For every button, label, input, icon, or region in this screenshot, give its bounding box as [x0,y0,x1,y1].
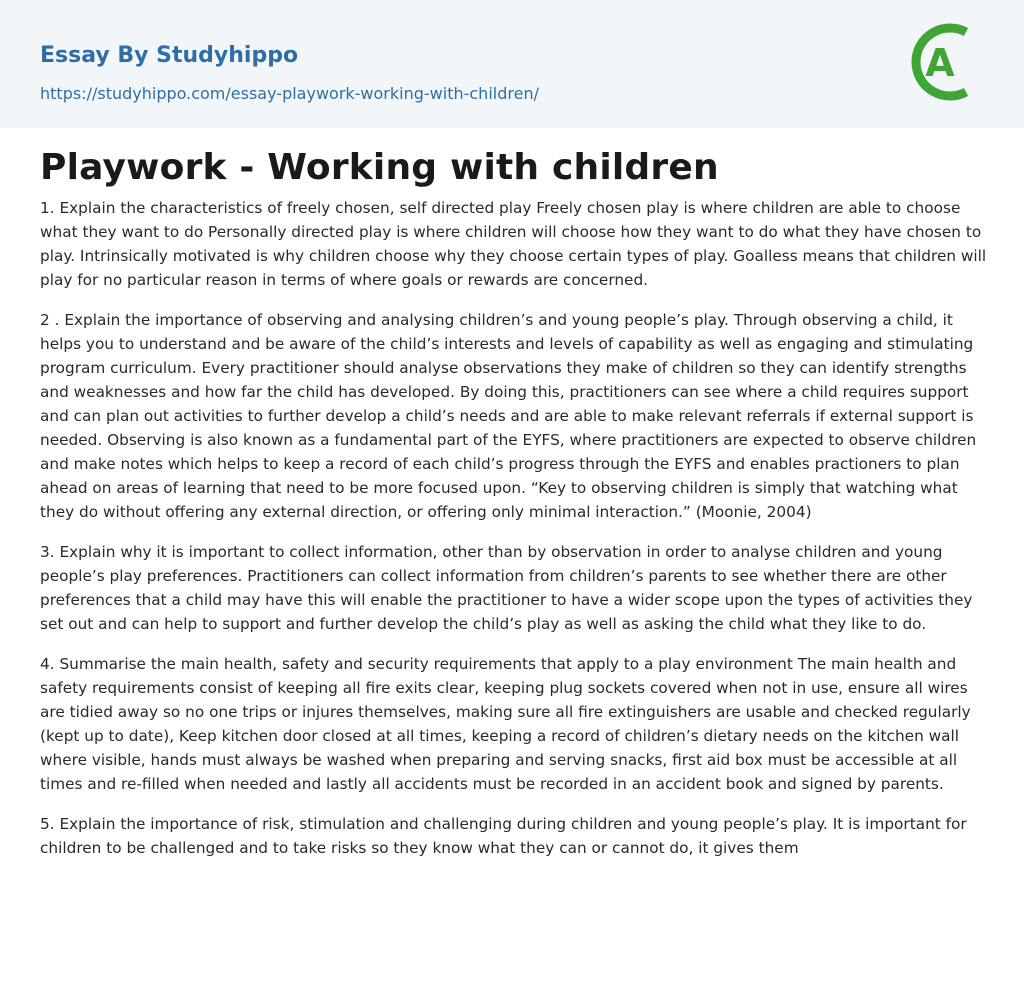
paragraph-3: 3. Explain why it is important to collect information, other than by observation in order to analyse children and young people’s play preferences. Practitioners can collect information from children’s parents to see whether there are other preferences that a child may have this will enable the practitioner to have a wider scope upon the types of activities they set out and can help to support and further develop the child’s play as well as asking the child what they like to do. [40,543,973,633]
logo-letter: A [925,41,955,85]
article-content [40,146,990,876]
header-banner [0,0,1024,128]
brand-title[interactable]: Essay By Studyhippo [40,43,299,68]
paragraph-2: 2 . Explain the importance of observing and analysing children’s and young people’s play. Through observing a child, it helps you to understand and be aware of the child’s interests and levels of capability as well as engaging and stimulating program curriculum. Every practitioner should analyse observations they make of children so they can identify strengths and weaknesses and how far the child has developed. By doing this, practitioners can see where a child requires support and can plan out activities to further develop a child’s needs and are able to make relevant referrals if external support is needed. Observing is also known as a fundamental part of the EYFS, where practitioners are expected to observe children and make notes which helps to keep a record of each child’s progress through the EYFS and enables practioners to plan ahead on areas of learning that need to be more focused upon. “Key to observing children is simply that watching what they do without offering any external direction, or offering only minimal interaction.” (Moonie, 2004) [40,311,977,521]
paragraph-1: 1. Explain the characteristics of freely chosen, self directed play Freely chosen play is where children are able to choose what they want to do Personally directed play is where children will choose how they want to do what they have chosen to play. Intrinsically motivated is why children choose why they choose certain types of play. Goalless means that children will play for no particular reason in terms of where goals or rewards are concerned. [40,199,987,289]
paragraph-5: 5. Explain the importance of risk, stimulation and challenging during children and young people’s play. It is important for children to be challenged and to take risks so they know what they can or cannot do, it gives them [40,815,967,857]
essay-url-link[interactable]: https://studyhippo.com/essay-playwork-working-with-children/ [40,84,539,103]
article-title: Playwork - Working with children [40,147,719,188]
paragraph-4: 4. Summarise the main health, safety and security requirements that apply to a play environment The main health and safety requirements consist of keeping all fire exits clear, keeping plug sockets covered when not in use, ensure all wires are tidied away so no one trips or injures themselves, making sure all fire extinguishers are usable and checked regularly (kept up to date), Keep kitchen door closed at all times, keeping a record of children’s dietary needs on the kitchen wall where visible, hands must always be washed when preparing and serving snacks, first aid box must be accessible at all times and re-filled when needed and lastly all accidents must be recorded in an accident book and signed by parents. [40,655,971,793]
studyhippo-logo-icon[interactable] [906,18,990,106]
